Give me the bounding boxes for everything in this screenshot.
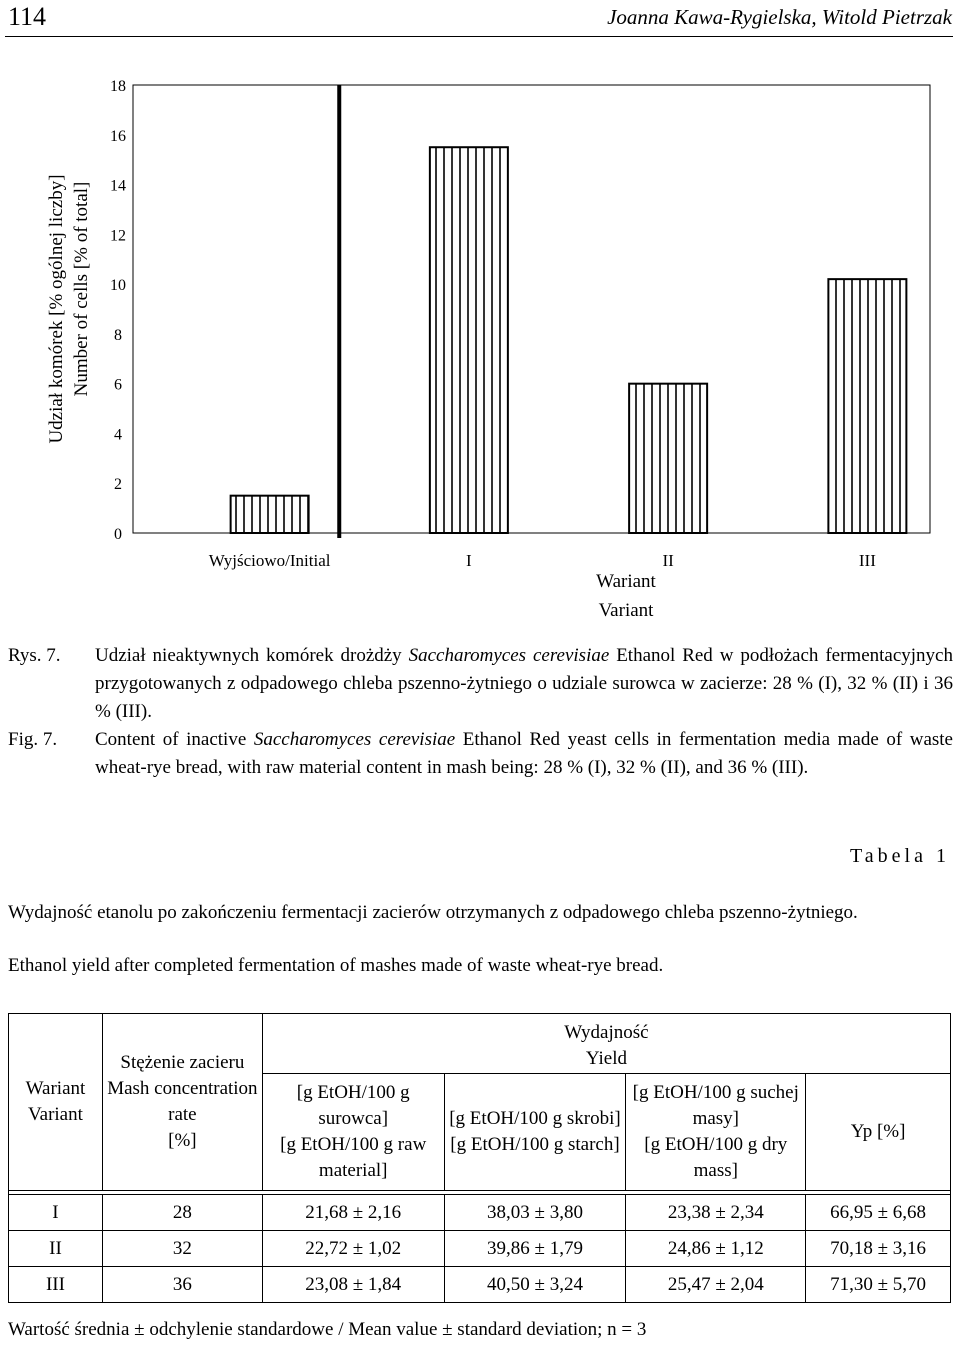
cell-yp: 70,18 ± 3,16 — [806, 1231, 951, 1267]
bar — [629, 384, 707, 533]
bars — [231, 147, 907, 533]
y-axis-label-pl: Udział komórek [% ogólnej liczby] — [46, 174, 67, 444]
x-category-labels — [209, 551, 876, 570]
caption-pl: Udział nieaktywnych komórek drożdży Saccharomyces cerevisiae Ethanol Red w podłożach fermentacyjnych przygotowanych z odpadowego chleba pszenno-żytniego o udziale surowca w zacierze: 28 % (I), 32 % (II) i 36 % (III). — [95, 645, 953, 722]
cell-yield-starch: 40,50 ± 3,24 — [444, 1267, 626, 1303]
table-label: Tabela 1 — [849, 845, 950, 867]
x-category-label: II — [662, 551, 674, 570]
cell-variant: I — [9, 1195, 103, 1231]
table-footnote: Wartość średnia ± odchylenie standardowe / Mean value ± standard deviation; n = 3 — [8, 1319, 647, 1340]
caption-en: Content of inactive Saccharomyces cerevisiae Ethanol Red yeast cells in fermentation media made of waste wheat-rye bread, with raw material content in mash being: 28 % (I), 32 % (II), and 36 % (III). — [95, 729, 953, 778]
page-number: 114 — [8, 2, 47, 31]
header-per-raw-material: [g EtOH/100 g surowca] [g EtOH/100 g raw material] — [262, 1074, 444, 1191]
cell-variant: III — [9, 1267, 103, 1303]
cell-concentration: 36 — [102, 1267, 262, 1303]
y-tick-label: 6 — [114, 376, 122, 394]
cell-yield-dry-mass: 23,38 ± 2,34 — [626, 1195, 806, 1231]
y-tick-label: 14 — [110, 177, 126, 195]
y-tick-label: 0 — [114, 526, 122, 543]
cell-yield-starch: 38,03 ± 3,80 — [444, 1195, 626, 1231]
table-row — [9, 1267, 951, 1303]
header-per-dry-mass: [g EtOH/100 g suchej masy] [g EtOH/100 g dry mass] — [626, 1074, 806, 1191]
y-tick-label: 18 — [110, 78, 126, 95]
y-tick-labels — [110, 78, 126, 543]
bar-chart — [0, 0, 960, 630]
cell-yield-dry-mass: 24,86 ± 1,12 — [626, 1231, 806, 1267]
cell-concentration: 32 — [102, 1231, 262, 1267]
cell-concentration: 28 — [102, 1195, 262, 1231]
table-row — [9, 1195, 951, 1231]
table-title-pl: Wydajność etanolu po zakończeniu fermentacji zacierów otrzymanych z odpadowego chleba pszenno-żytniego. — [8, 902, 858, 923]
x-category-label: Wyjściowo/Initial — [208, 551, 331, 570]
y-tick-label: 8 — [114, 326, 122, 344]
table-row — [9, 1231, 951, 1267]
x-category-label: III — [858, 551, 876, 570]
header-per-starch: [g EtOH/100 g skrobi] [g EtOH/100 g starch] — [444, 1074, 626, 1191]
figure-label-pl: Rys. 7. — [8, 645, 61, 666]
table-header-row — [9, 1014, 951, 1074]
cell-yp: 66,95 ± 6,68 — [806, 1195, 951, 1231]
cell-variant: II — [9, 1231, 103, 1267]
bar — [828, 279, 906, 533]
ethanol-yield-table — [8, 1013, 951, 1303]
x-axis-label-pl: Wariant — [596, 571, 656, 592]
figure-label-en: Fig. 7. — [8, 729, 58, 750]
figure-caption — [0, 642, 960, 822]
x-axis-label-en: Variant — [598, 600, 654, 621]
cell-yield-raw: 22,72 ± 1,02 — [262, 1231, 444, 1267]
plot-frame — [133, 85, 930, 533]
header-mash-concentration: Stężenie zacieru Mash concentration rate [%] — [102, 1014, 262, 1191]
table-title-en: Ethanol yield after completed fermentation of mashes made of waste wheat-rye bread. — [8, 955, 664, 976]
cell-yield-starch: 39,86 ± 1,79 — [444, 1231, 626, 1267]
y-tick-label: 2 — [114, 476, 122, 494]
cell-yield-raw: 21,68 ± 2,16 — [262, 1195, 444, 1231]
y-tick-label: 4 — [114, 426, 122, 444]
bar — [231, 496, 309, 533]
cell-yp: 71,30 ± 5,70 — [806, 1267, 951, 1303]
cell-yield-dry-mass: 25,47 ± 2,04 — [626, 1267, 806, 1303]
y-tick-label: 16 — [110, 127, 126, 145]
header-yp: Yp [%] — [806, 1074, 951, 1191]
header-yield: Wydajność Yield — [262, 1014, 950, 1074]
y-tick-label: 12 — [110, 227, 126, 245]
bar — [430, 147, 508, 533]
header-variant: Wariant Variant — [9, 1014, 103, 1191]
running-head-authors: Joanna Kawa-Rygielska, Witold Pietrzak — [607, 5, 952, 29]
cell-yield-raw: 23,08 ± 1,84 — [262, 1267, 444, 1303]
x-category-label: I — [466, 551, 472, 570]
y-axis-label-en: Number of cells [% of total] — [71, 181, 92, 397]
y-tick-label: 10 — [110, 277, 126, 295]
